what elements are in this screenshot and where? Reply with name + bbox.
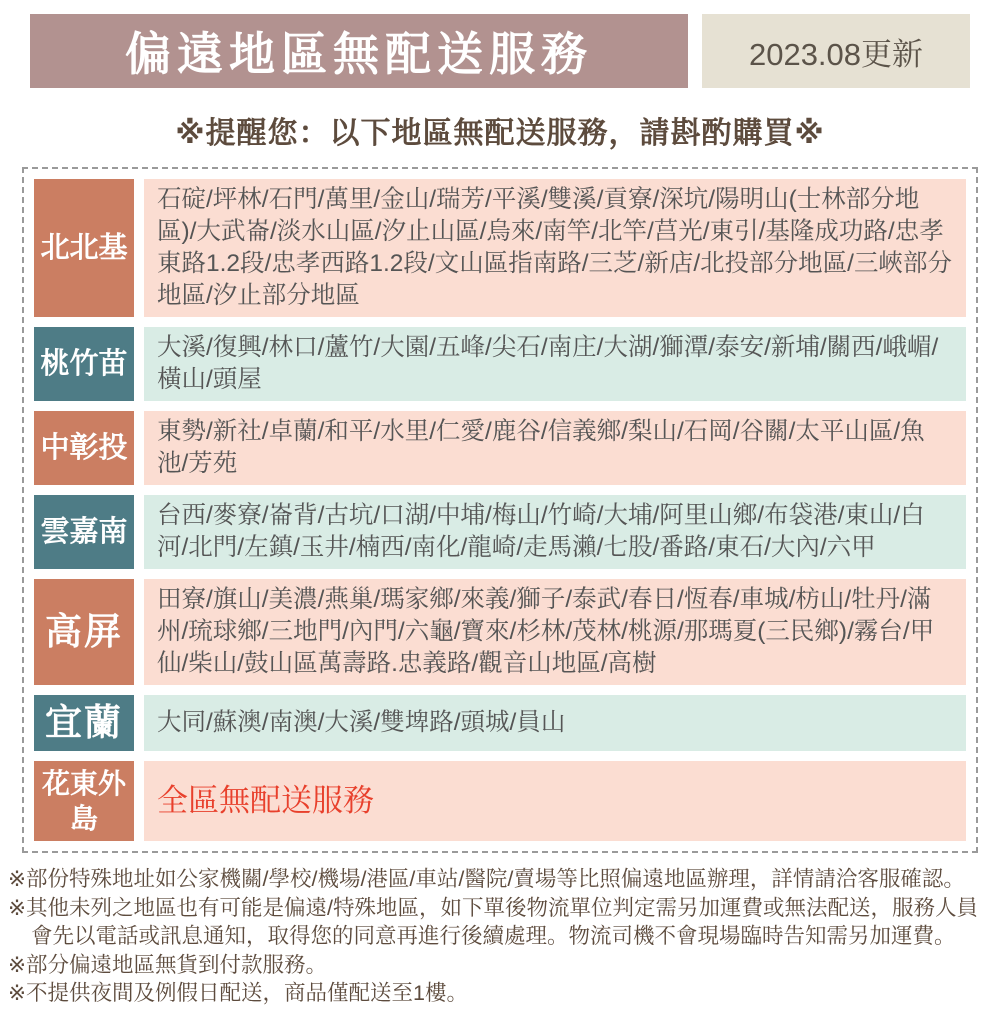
region-areas-text: 台西/麥寮/崙背/古坑/口湖/中埔/梅山/竹崎/大埔/阿里山鄉/布袋港/東山/白河/北門/左鎮/玉井/楠西/南化/龍崎/走馬瀨/七股/番路/東石/大內/六甲 — [157, 502, 925, 561]
no-delivery-whole-area-text: 全區無配送服務 — [157, 783, 374, 818]
footnote: ※不提供夜間及例假日配送，商品僅配送至1樓。 — [8, 981, 468, 1005]
region-label-taozhumiao: 桃竹苗 — [34, 327, 134, 401]
table-row-taozhumiao — [34, 327, 966, 401]
region-areas-text: 田寮/旗山/美濃/燕巢/瑪家鄉/來義/獅子/泰武/春日/恆春/車城/枋山/牡丹/滿州/琉球鄉/三地門/內門/六龜/寶來/杉林/茂林/桃源/那瑪夏(三民鄉)/霧台/甲仙/柴山/鼓山區萬壽路.忠義路/觀音山地區/高樹 — [157, 586, 935, 677]
region-areas — [144, 327, 966, 401]
region-areas — [144, 411, 966, 485]
table-row-gaoping — [34, 579, 966, 685]
region-areas — [144, 179, 966, 317]
footnotes — [8, 865, 992, 1008]
footnote: ※部份特殊地址如公家機關/學校/機場/港區/車站/醫院/賣場等比照偏遠地區辦理，詳情請洽客服確認。 — [8, 867, 965, 891]
region-label-gaoping: 高屏 — [34, 579, 134, 685]
no-delivery-region-table — [22, 167, 978, 853]
region-areas — [144, 495, 966, 569]
region-areas — [144, 761, 966, 841]
region-areas-text: 大溪/復興/林口/蘆竹/大園/五峰/尖石/南庄/大湖/獅潭/泰安/新埔/關西/峨嵋/橫山/頭屋 — [157, 334, 939, 393]
footnote: ※其他未列之地區也有可能是偏遠/特殊地區，如下單後物流單位判定需另加運費或無法配送，服務人員會先以電話或訊息通知，取得您的同意再進行後續處理。物流司機不會現場臨時告知需另加運費。 — [8, 895, 978, 948]
region-label-zhongzhangtou: 中彰投 — [34, 411, 134, 485]
region-areas — [144, 579, 966, 685]
table-row-zhongzhangtou — [34, 411, 966, 485]
region-areas-text: 大同/蘇澳/南澳/大溪/雙埤路/頭城/員山 — [157, 709, 566, 736]
table-row-yunjianan — [34, 495, 966, 569]
region-label-yunjianan: 雲嘉南 — [34, 495, 134, 569]
footnote: ※部分偏遠地區無貨到付款服務。 — [8, 952, 328, 977]
update-date-badge: 2023.08更新 — [702, 14, 970, 88]
region-areas — [144, 695, 966, 751]
page-title: 偏遠地區無配送服務 — [30, 14, 688, 88]
region-label-yilan: 宜蘭 — [34, 695, 134, 751]
table-row-huadong-islands — [34, 761, 966, 841]
region-label-beibeiji: 北北基 — [34, 179, 134, 317]
region-areas-text: 石碇/坪林/石門/萬里/金山/瑞芳/平溪/雙溪/貢寮/深坑/陽明山(士林部分地區)/大武崙/淡水山區/汐止山區/烏來/南竿/北竿/莒光/東引/基隆成功路/忠孝東路1.2段/忠孝西路1.2段/文山區指南路/三芝/新店/北投部分地區/三峽部分地區/汐止部分地區 — [157, 186, 952, 309]
reminder-subtitle: ※提醒您：以下地區無配送服務，請斟酌購買※ — [175, 117, 825, 150]
region-label-huadong-islands: 花東外島 — [34, 761, 134, 841]
table-row-north — [34, 179, 966, 317]
region-areas-text: 東勢/新社/卓蘭/和平/水里/仁愛/鹿谷/信義鄉/梨山/石岡/谷關/太平山區/魚池/芳苑 — [157, 418, 925, 477]
table-row-yilan — [34, 695, 966, 751]
header — [30, 14, 970, 88]
